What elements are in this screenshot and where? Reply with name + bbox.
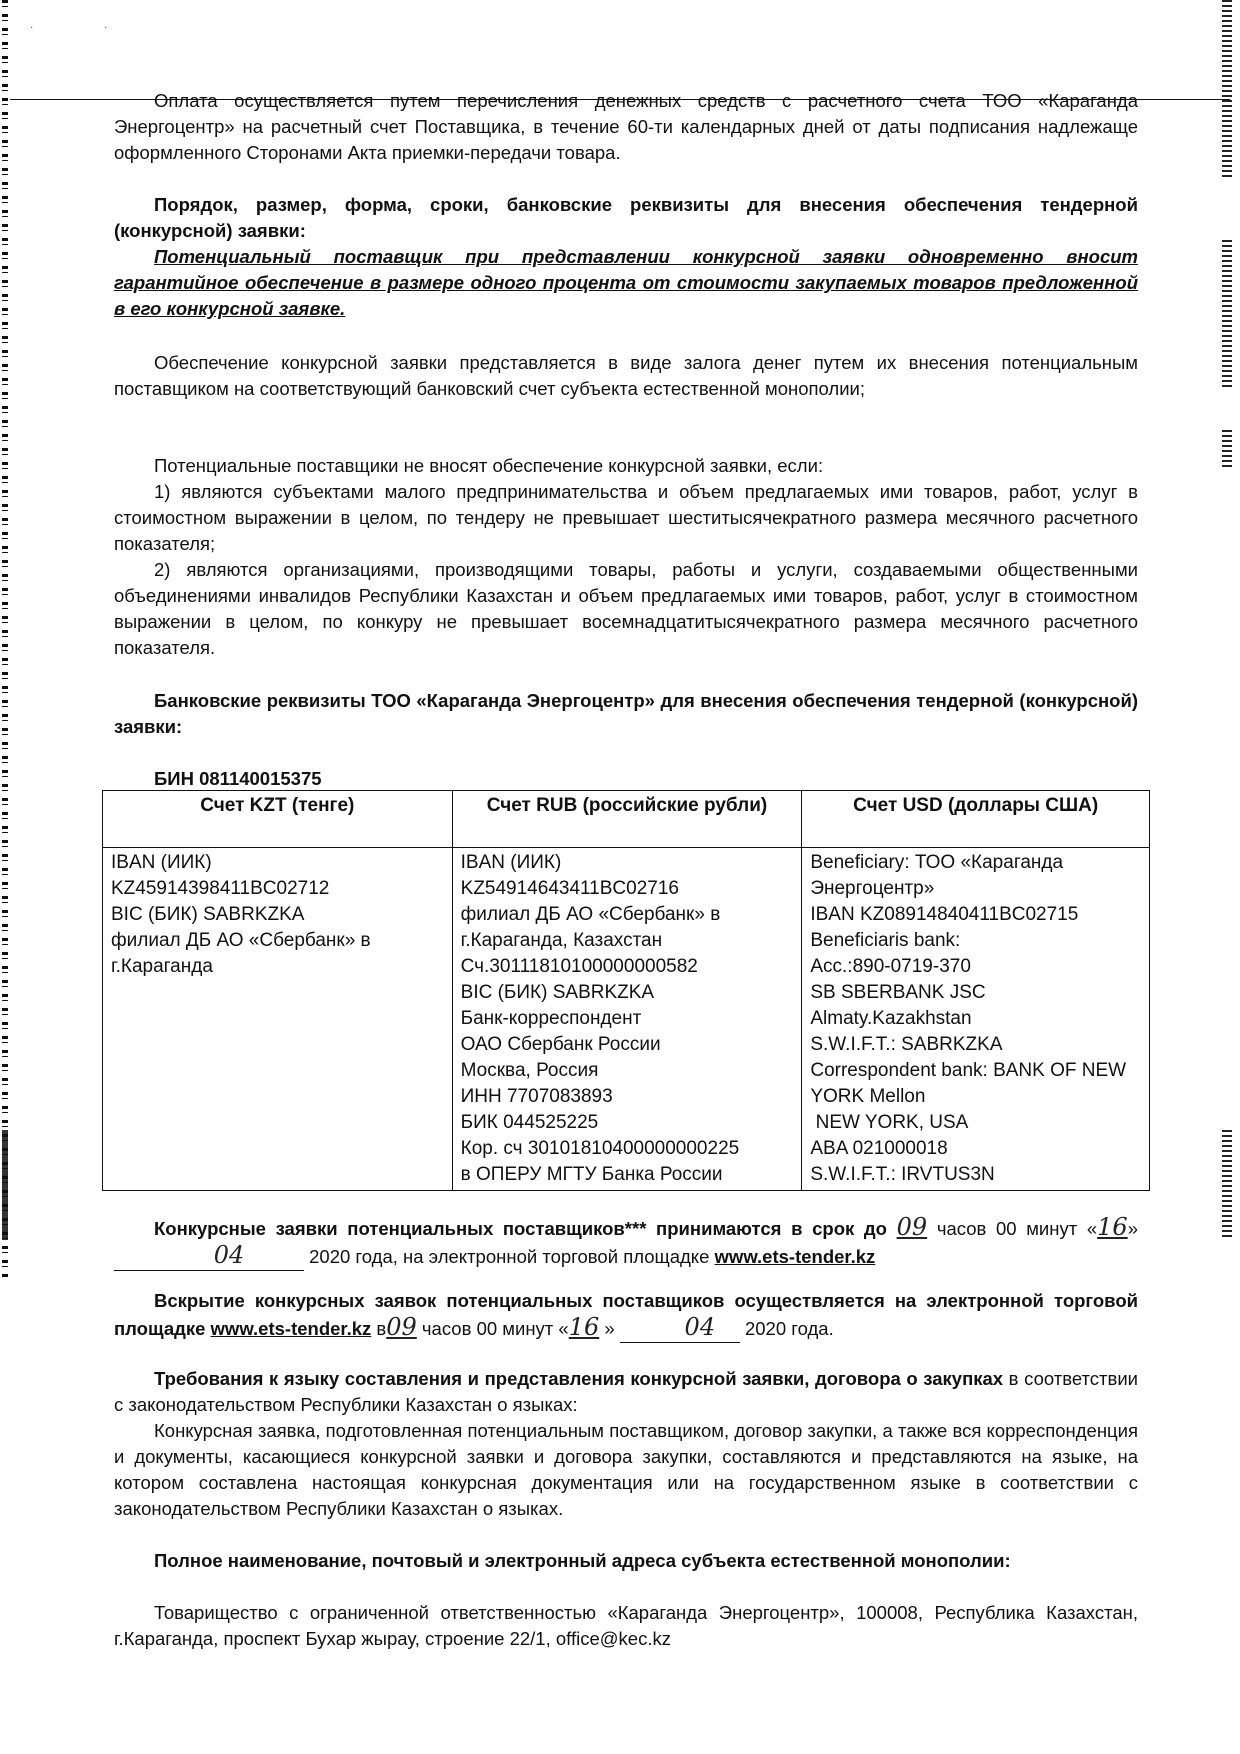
submission-bold: Конкурсные заявки потенциальных поставщиков*** bbox=[154, 1218, 647, 1239]
submission-deadline-paragraph bbox=[114, 1214, 1138, 1271]
rub-city: Москва, Россия bbox=[460, 1060, 599, 1081]
submission-text: принимаются в срок до bbox=[646, 1218, 897, 1239]
handwritten-month: 04 bbox=[213, 1241, 245, 1269]
exemption-item-1: 1) являются субъектами малого предпринимательства и объем предлагаемых ими товаров, работ, услуг в стоимостном выражении в целом, по тендеру не превышает шеститысячекратного размера месячного расчетного показателя; bbox=[114, 481, 1138, 554]
kzt-line: IBAN (ИИК) bbox=[111, 852, 212, 873]
handwritten-hour: 09 bbox=[386, 1313, 417, 1341]
payment-terms-paragraph: Оплата осуществляется путем перечисления денежных средств с расчетного счета ТОО «Караганда Энергоцентр» на расчетный счет Поставщика, в течение 60-ти календарных дней от даты подписания надлежаще оформленного Сторонами Акта приемки-передачи товара. bbox=[114, 90, 1138, 163]
kzt-iban: KZ45914398411BC02712 bbox=[111, 878, 330, 899]
rub-iban: KZ54914643411BC02716 bbox=[460, 878, 679, 899]
month-blank bbox=[620, 1314, 740, 1343]
kzt-branch: филиал ДБ АО «Сбербанк» в г.Караганда bbox=[111, 930, 371, 977]
usd-aba: ABA 021000018 bbox=[810, 1138, 948, 1159]
table-header-row bbox=[103, 791, 1150, 848]
ets-tender-link[interactable]: www.ets-tender.kz bbox=[714, 1246, 876, 1267]
table-row bbox=[103, 848, 1150, 1191]
usd-beneficiary-bank-label: Beneficiaris bank: bbox=[810, 930, 961, 951]
opening-text: часов 00 минут « bbox=[416, 1318, 569, 1339]
usd-correspondent-city: NEW YORK, USA bbox=[810, 1112, 969, 1133]
opening-text: 2020 года. bbox=[739, 1318, 834, 1339]
exemption-item-2: 2) являются организациями, производящими товары, работы и услуги, создаваемыми общественными объединениями инвалидов Республики Казахстан и объем предлагаемых ими товаров, работ, услуг в стоимостном выражении в целом, по конкуру не превышает восемнадцатитысячекратного размера месячного расчетного показателя. bbox=[114, 559, 1138, 658]
usd-account-cell bbox=[802, 848, 1150, 1191]
usd-iban: IBAN KZ08914840411BC02715 bbox=[810, 904, 1079, 925]
submission-text: 2020 года, на электронной торговой площадке bbox=[304, 1246, 715, 1267]
address-heading: Полное наименование, почтовый и электронный адреса субъекта естественной монополии: bbox=[154, 1550, 1011, 1571]
rub-correspondent-bank: ОАО Сбербанк России bbox=[460, 1034, 661, 1055]
scan-edge-artifact-right bbox=[1222, 430, 1232, 470]
scan-speck: · bbox=[104, 22, 108, 33]
scan-edge-artifact-left bbox=[2, 0, 8, 1280]
rub-corr-account: Кор. сч 30101810400000000225 bbox=[460, 1138, 740, 1159]
address-body: Товарищество с ограниченной ответственностью «Караганда Энергоцентр», 100008, Республика Казахстан, г.Караганда, проспект Бухар жырау, строение 22/1, office@kec.kz bbox=[114, 1602, 1138, 1649]
rub-correspondent-label: Банк-корреспондент bbox=[460, 1008, 642, 1029]
rub-branch: филиал ДБ АО «Сбербанк» в г.Караганда, Казахстан bbox=[460, 904, 721, 951]
rub-bik: БИК 044525225 bbox=[460, 1112, 599, 1133]
usd-correspondent-swift: S.W.I.F.T.: IRVTUS3N bbox=[810, 1164, 995, 1185]
bank-details-heading: Банковские реквизиты ТОО «Караганда Энергоцентр» для внесения обеспечения тендерной (конкурсной) заявки: bbox=[114, 690, 1138, 737]
column-header-rub: Счет RUB (российские рубли) bbox=[452, 791, 802, 848]
rub-account: Сч.30111810100000000582 bbox=[460, 956, 698, 977]
bin-number: БИН 081140015375 bbox=[154, 768, 322, 789]
usd-swift: S.W.I.F.T.: SABRKZKA bbox=[810, 1034, 1003, 1055]
column-header-kzt: Счет KZT (тенге) bbox=[103, 791, 453, 848]
guarantee-emphasis: Потенциальный поставщик при представлении конкурсной заявки одновременно вносит гарантийное обеспечение в размере одного процента от стоимости закупаемых товаров предложенной в его конкурсной заявке. bbox=[114, 246, 1138, 319]
handwritten-day: 16 bbox=[568, 1313, 600, 1341]
guarantee-heading: Порядок, размер, форма, сроки, банковские реквизиты для внесения обеспечения тендерной (конкурсной) заявки: bbox=[114, 194, 1138, 241]
usd-acc: Acc.:890-0719-370 bbox=[810, 956, 971, 977]
guarantee-form-paragraph: Обеспечение конкурсной заявки представляется в виде залога денег путем их внесения потенциальным поставщиком на соответствующий банковский счет субъекта естественной монополии; bbox=[114, 352, 1138, 399]
language-heading: Требования к языку составления и представления конкурсной заявки, договора о закупках bbox=[154, 1368, 1004, 1389]
month-blank bbox=[114, 1242, 304, 1271]
rub-inn: ИНН 7707083893 bbox=[460, 1086, 613, 1107]
handwritten-month: 04 bbox=[684, 1313, 716, 1341]
usd-bank-name: SB SBERBANK JSC bbox=[810, 982, 986, 1003]
usd-correspondent-bank: Correspondent bank: BANK OF NEW YORK Mellon bbox=[810, 1060, 1127, 1107]
bank-details-table bbox=[102, 790, 1150, 1191]
language-requirements-paragraph bbox=[114, 1366, 1138, 1418]
kzt-bic: BIC (БИК) SABRKZKA bbox=[111, 904, 305, 925]
handwritten-day: 16 bbox=[1097, 1213, 1128, 1241]
rub-bic: BIC (БИК) SABRKZKA bbox=[460, 982, 655, 1003]
submission-text: » bbox=[1127, 1218, 1138, 1239]
rub-line: IBAN (ИИК) bbox=[460, 852, 562, 873]
opening-bold: Вскрытие конкурсных заявок потенциальных поставщиков осуществляется на электронной торговой площадке bbox=[114, 1290, 1138, 1339]
scan-edge-artifact-right bbox=[1222, 240, 1232, 390]
column-header-usd: Счет USD (доллары США) bbox=[802, 791, 1150, 848]
scan-speck: · bbox=[30, 22, 34, 33]
rub-account-cell bbox=[452, 848, 802, 1191]
exemptions-intro: Потенциальные поставщики не вносят обеспечение конкурсной заявки, если: bbox=[154, 455, 824, 476]
submission-text: часов 00 минут « bbox=[927, 1218, 1098, 1239]
kzt-account-cell bbox=[103, 848, 453, 1191]
language-heading-rest: в соответствии с законодательством Республики Казахстан о языках: bbox=[114, 1368, 1138, 1415]
scan-edge-artifact-left-lower bbox=[2, 1130, 8, 1240]
usd-bank-city: Almaty.Kazakhstan bbox=[810, 1008, 972, 1029]
language-body: Конкурсная заявка, подготовленная потенциальным поставщиком, договор закупки, а также вся корреспонденция и документы, касающиеся конкурсной заявки и договора закупки, составляются и представляются на языке, на котором составлена настоящая конкурсная документация или на государственном языке в соответствии с законодательством Республики Казахстан о языках. bbox=[114, 1420, 1138, 1519]
opening-text: » bbox=[599, 1318, 620, 1339]
scan-edge-artifact-right bbox=[1222, 1130, 1232, 1240]
opening-text: в bbox=[371, 1318, 387, 1339]
rub-opera: в ОПЕРУ МГТУ Банка России bbox=[460, 1164, 723, 1185]
handwritten-hour: 09 bbox=[896, 1213, 928, 1241]
scan-edge-artifact-right bbox=[1222, 0, 1232, 180]
usd-beneficiary: Beneficiary: ТОО «Караганда Энергоцентр» bbox=[810, 852, 1064, 899]
ets-tender-link[interactable]: www.ets-tender.kz bbox=[210, 1318, 372, 1339]
opening-paragraph bbox=[114, 1288, 1138, 1343]
